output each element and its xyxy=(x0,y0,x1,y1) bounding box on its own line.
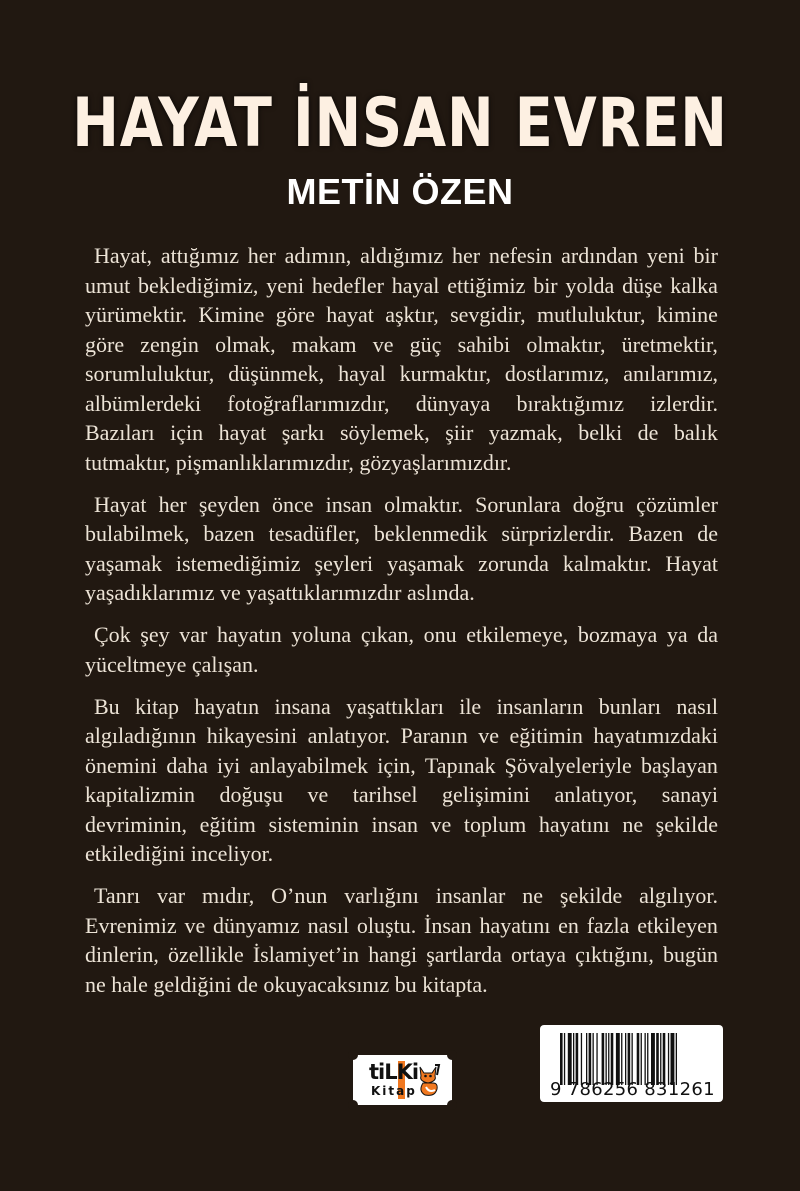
blurb-line: algıladığının hikayesini anlatıyor. Paranın ve eğitimin hayatımızdaki xyxy=(85,723,718,748)
blurb-line: önemini daha iyi anlayabilmek için, Tapınak Şövalyeleriyle başlayan xyxy=(85,752,718,778)
publisher-logo xyxy=(353,1055,452,1105)
blurb-line: umut beklediğimiz, yeni hedefler hayal ettiğimiz bir yolda düşe kalka xyxy=(85,272,718,298)
blurb-line: yüceltmeye çalışan. xyxy=(85,651,259,677)
publisher-name: tiLKi xyxy=(369,1060,419,1084)
blurb-line: dinlerin, özellikle İslamiyet’in hangi şartlarda ortaya çıktığını, bugün xyxy=(85,942,718,967)
blurb-line: Hayat her şeyden önce insan olmaktır. Sorunlara doğru çözümler xyxy=(94,491,718,517)
author-name: METİN ÖZEN xyxy=(286,171,514,212)
blurb-paragraph xyxy=(85,241,718,477)
blurb-line: yaşadıklarımız ve yaşattıklarımızdır aslında. xyxy=(85,580,475,605)
publisher-subtext: Kitap xyxy=(371,1084,417,1098)
blurb-paragraph xyxy=(85,490,718,608)
blurb-line: ne hale geldiğini de okuyacaksınız bu kitapta. xyxy=(85,971,488,997)
blurb-line: Tanrı var mıdır, O’nun varlığını insanlar ne şekilde algılıyor. xyxy=(94,883,718,908)
blurb-line: yaşamak istemediğimiz şeyleri yaşamak zorunda kalmaktır. Hayat xyxy=(85,550,718,576)
blurb-line: bulabilmek, bazen tesadüfler, beklenmedik sürprizlerdir. Bazen de xyxy=(85,521,718,546)
blurb-line: devriminin, eğitim sisteminin insan ve toplum hayatını ne şekilde xyxy=(85,811,718,837)
blurb-paragraph xyxy=(85,881,718,999)
blurb-line: tutmaktır, pişmanlıklarımızdır, gözyaşlarımızdır. xyxy=(85,449,512,475)
fox-icon xyxy=(415,1063,441,1097)
blurb-line: Evrenimiz ve dünyamız nasıl oluştu. İnsan hayatını en fazla etkileyen xyxy=(85,912,718,938)
blurb-line: kapitalizmin doğuşu ve tarihsel gelişimini anlatıyor, sanayi xyxy=(85,782,718,807)
blurb-paragraph xyxy=(85,692,718,869)
isbn-barcode xyxy=(540,1025,723,1102)
back-cover-blurb xyxy=(85,241,718,1012)
blurb-paragraph xyxy=(85,620,718,679)
blurb-line: Çok şey var hayatın yoluna çıkan, onu etkilemeye, bozmaya ya da xyxy=(94,622,718,647)
blurb-line: Hayat, attığımız her adımın, aldığımız her nefesin ardından yeni bir xyxy=(94,243,718,268)
barcode-bars xyxy=(560,1033,710,1085)
blurb-line: göre zengin olmak, makam ve güç sahibi olmaktır, üretmektir, xyxy=(85,331,718,357)
book-title: HAYAT İNSAN EVREN xyxy=(72,84,728,163)
blurb-line: yürümektir. Kimine göre hayat aşktır, sevgidir, mutluluktur, kimine xyxy=(85,302,718,327)
blurb-line: Bazıları için hayat şarkı söylemek, şiir yazmak, belki de balık xyxy=(85,420,718,445)
blurb-line: etkilediğini inceliyor. xyxy=(85,841,274,866)
isbn-number: 9 786256 831261 xyxy=(550,1079,715,1100)
blurb-line: albümlerdeki fotoğraflarımızdır, dünyaya bıraktığımız izlerdir. xyxy=(85,390,718,416)
blurb-line: sorumluluktur, düşünmek, hayal kurmaktır, dostlarımız, anılarımız, xyxy=(85,361,718,386)
blurb-line: Bu kitap hayatın insana yaşattıkları ile insanların bunları nasıl xyxy=(94,693,718,719)
